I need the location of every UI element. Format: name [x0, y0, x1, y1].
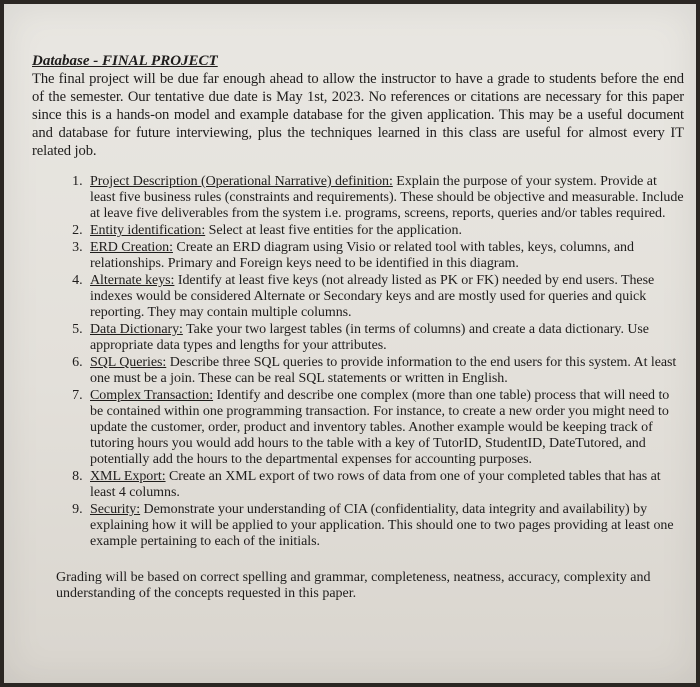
item-term: ERD Creation: [90, 240, 173, 255]
item-term: Project Description (Operational Narrative) definition: [90, 174, 393, 189]
item-text: Identify and describe one complex (more than one table) process that will need to be contained within one programming transaction. For instance, to create a new order you might need to update the customer, order, product and inventory tables. Another example would be keeping track of tutoring hours you would add hours to the table with a key of TutorID, StudentID, DateTutored, and potentially add the hours to the departmental expenses for accounting purposes. [90, 388, 670, 467]
item-text: Create an XML export of two rows of data from one of your completed tables that has at least 4 columns. [90, 469, 661, 500]
document-body [32, 52, 684, 602]
list-item [86, 273, 684, 321]
item-term: XML Export: [90, 469, 166, 484]
item-term: Alternate keys: [90, 273, 175, 288]
list-item [86, 174, 684, 222]
grading-paragraph: Grading will be based on correct spelling and grammar, completeness, neatness, accuracy, complexity and understanding of the concepts requested in this paper. [56, 570, 651, 601]
item-text: Identify at least five keys (not already listed as PK or FK) needed by end users. These indexes would be considered Alternate or Secondary keys and are mostly used for queries and quick reporting. They may contain multiple columns. [90, 273, 655, 320]
document-heading: Database - FINAL PROJECT [32, 53, 218, 69]
item-term: SQL Queries: [90, 355, 167, 370]
list-item [86, 502, 684, 550]
list-item [86, 223, 684, 239]
list-item [86, 355, 684, 387]
item-text: Explain the purpose of your system. Provide at least five business rules (constraints and requirements). These should be objective and measurable. Include at leave five deliverables from the system i.e. programs, screens, reports, queries and/or tables required. [90, 174, 684, 221]
item-text: Take your two largest tables (in terms of columns) and create a data dictionary. Use appropriate data types and lengths for your attributes. [90, 322, 649, 353]
item-term: Security: [90, 502, 141, 517]
item-text: Demonstrate your understanding of CIA (confidentiality, data integrity and availability) by explaining how it will be applied to your application. This should one to two pages providing at least one example pertaining to each of the initials. [90, 502, 674, 549]
list-item [86, 469, 684, 501]
item-text: Describe three SQL queries to provide information to the end users for this system. At least one must be a join. These can be real SQL statements or written in English. [90, 355, 677, 386]
list-item [86, 240, 684, 272]
list-item [86, 322, 684, 354]
item-text: Select at least five entities for the application. [205, 223, 462, 238]
item-term: Data Dictionary: [90, 322, 183, 337]
item-text: Create an ERD diagram using Visio or related tool with tables, keys, columns, and relationships. Primary and Foreign keys need to be identified in this diagram. [90, 240, 634, 271]
intro-paragraph: The final project will be due far enough ahead to allow the instructor to have a grade to students before the end of the semester. Our tentative due date is May 1st, 2023. No references or citations are necessary for this paper since this is a hands-on model and example database for the given application. This may be a useful document and database for future interviewing, plus the techniques learned in this class are useful for almost every IT related job. [32, 71, 684, 159]
requirements-list [32, 174, 684, 550]
item-term: Complex Transaction: [90, 388, 214, 403]
paper-sheet [4, 4, 696, 683]
item-term: Entity identification: [90, 223, 206, 238]
list-item [86, 388, 684, 468]
